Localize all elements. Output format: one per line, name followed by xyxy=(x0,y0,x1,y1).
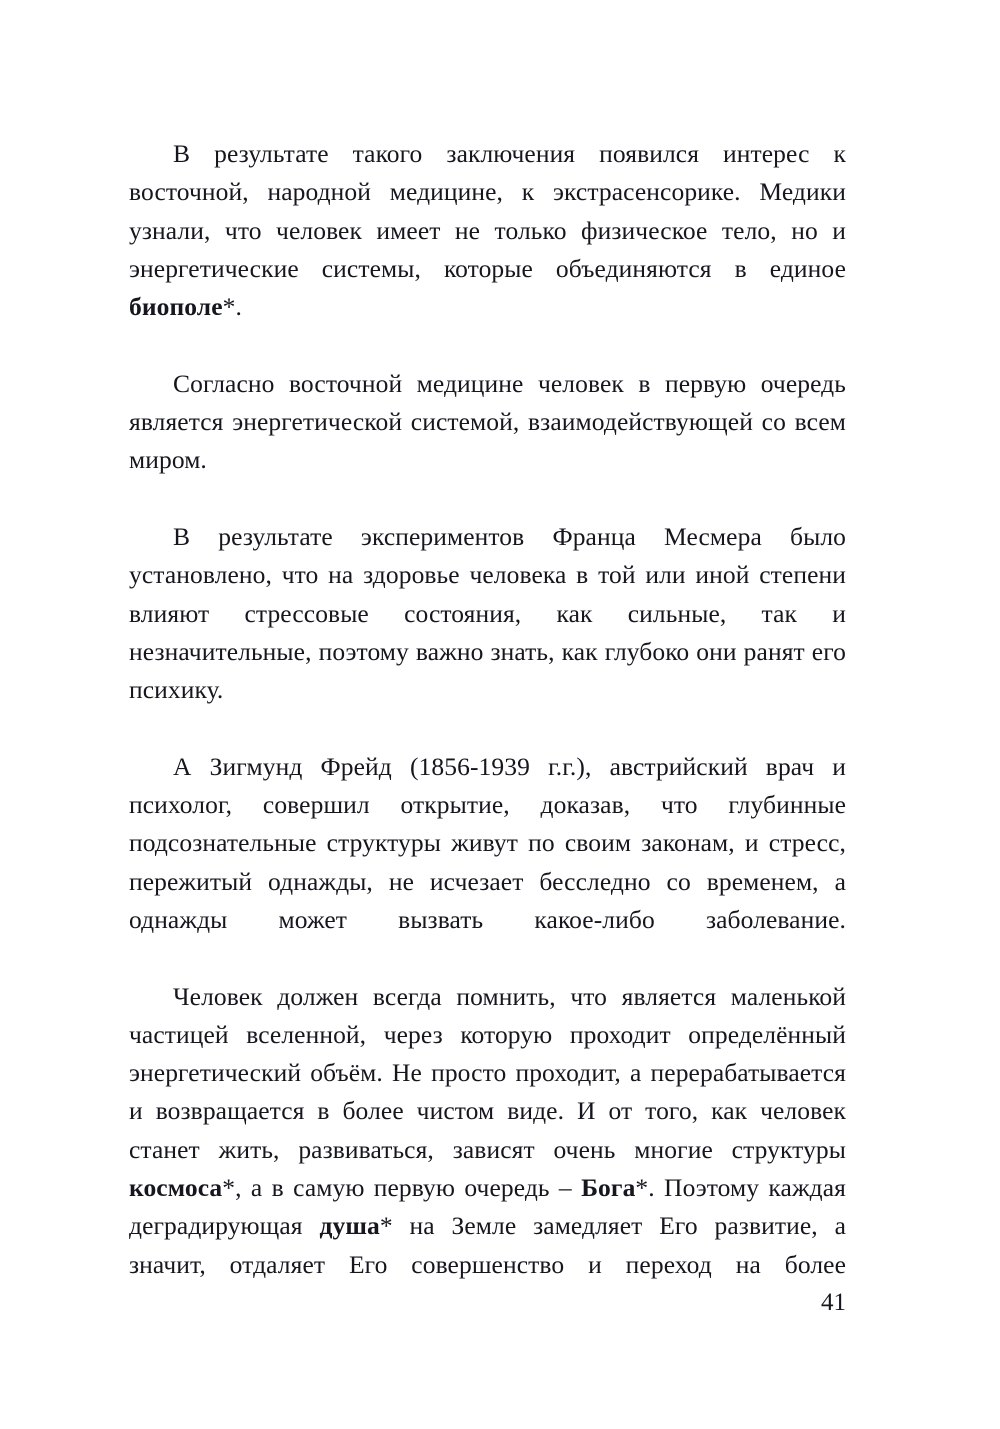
paragraph-1-tail: *. xyxy=(222,292,242,322)
paragraph-1 xyxy=(129,135,846,365)
paragraph-3: В результате экспериментов Франца Месмера было установлено, что на здоровье человека в той или иной степени влияют стрессовые состояния, как сильные, так и незначительные, поэтому важно знать, как глубоко они ранят его психику. xyxy=(129,521,846,705)
glossary-term-boga: Бога xyxy=(581,1173,636,1203)
paragraph-5-segment-3: *. Поэтому каждая деградирующая xyxy=(129,1173,846,1241)
glossary-term-dusha: душа xyxy=(319,1211,380,1241)
paragraph-5-segment-1: Человек должен всегда помнить, что является маленькой частицей вселенной, через которую проходит определённый энергетический объём. Не просто проходит, а перерабатывается и возвращается в более чистом виде. И от того, как человек станет жить, развиваться, зависят очень многие структуры xyxy=(129,981,846,1164)
paragraph-1-text: В результате такого заключения появился интерес к восточной, народной медицине, к экстрасенсорике. Медики узнали, что человек имеет не только физическое тело, но и энергетические системы, которые объединяются в единое xyxy=(129,139,846,283)
paragraph-5 xyxy=(129,978,846,1323)
glossary-term-kosmos: космоса xyxy=(129,1173,223,1203)
paragraph-4: А Зигмунд Фрейд (1856-1939 г.г.), австрийский врач и психолог, совершил открытие, доказав, что глубинные подсознательные структуры живут по своим законам, и стресс, пережитый однажды, не исчезает бесследно со временем, а однажды может вызвать какое-либо заболевание. xyxy=(129,751,846,934)
paragraph-5-segment-4: * на Земле замедляет Его развитие, а значит, отдаляет Его совершенство и переход на более xyxy=(129,1211,846,1279)
body-text-block xyxy=(129,135,846,1322)
glossary-term-biopole: биополе xyxy=(129,292,223,322)
page-number: 41 xyxy=(821,1289,846,1316)
paragraph-5-segment-2: *, а в самую первую очередь – xyxy=(222,1173,582,1203)
paragraph-2: Согласно восточной медицине человек в первую очередь является энергетической системой, взаимодействующей со всем миром. xyxy=(129,368,846,475)
